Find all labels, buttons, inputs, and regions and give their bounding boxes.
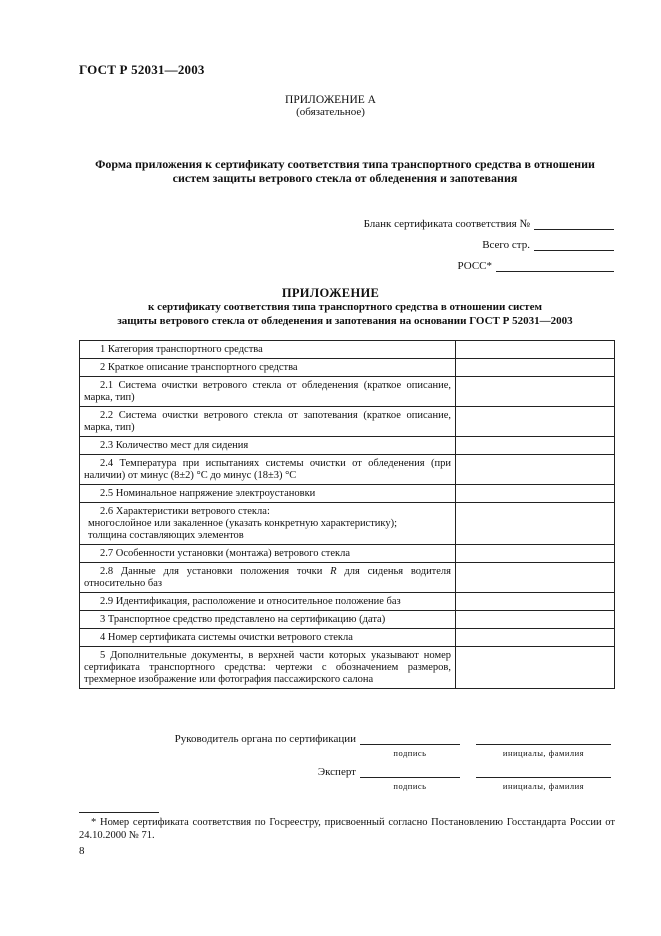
row-value-cell[interactable] <box>456 545 615 563</box>
row-value-cell[interactable] <box>456 593 615 611</box>
row-text-extra: толщина составляющих элементов <box>88 530 244 541</box>
table-row <box>80 407 615 437</box>
caption-name: инициалы, фамилия <box>502 781 585 791</box>
signature-expert-signature-line[interactable] <box>360 767 460 778</box>
row-text: 2 Краткое описание транспортного средства <box>100 362 298 373</box>
table-row <box>80 629 615 647</box>
row-value-cell[interactable] <box>456 437 615 455</box>
table-row <box>80 359 615 377</box>
row-label <box>80 341 456 359</box>
row-label <box>80 545 456 563</box>
row-text: 2.3 Количество мест для сидения <box>100 440 249 451</box>
row-value-cell[interactable] <box>456 359 615 377</box>
appendix-status: (обязательное) <box>296 106 365 118</box>
field-blank-number <box>300 209 614 230</box>
field-total-pages-line[interactable] <box>534 240 614 251</box>
table-row <box>80 647 615 689</box>
row-label <box>80 563 456 593</box>
caption-signature: подпись <box>393 781 427 791</box>
signature-expert-row <box>150 766 615 778</box>
field-blank-number-line[interactable] <box>534 219 614 230</box>
row-value-cell[interactable] <box>456 407 615 437</box>
row-text: 2.7 Особенности установки (монтажа) ветрового стекла <box>100 548 350 559</box>
row-label <box>80 503 456 545</box>
signature-expert <box>150 766 615 791</box>
annex-subtitle-line-2: защиты ветрового стекла от обледенения и запотевания на основании ГОСТ Р 52031—2003 <box>117 315 573 327</box>
appendix-title: ПРИЛОЖЕНИЕ А <box>285 94 376 106</box>
table-row <box>80 545 615 563</box>
field-blank-number-label: Бланк сертификата соответствия № <box>363 218 530 230</box>
table-row <box>80 485 615 503</box>
row-value-cell[interactable] <box>456 341 615 359</box>
row-text: 2.9 Идентификация, расположение и относительное положение баз <box>100 596 401 607</box>
signature-expert-name-line[interactable] <box>476 767 611 778</box>
form-title <box>80 157 610 185</box>
field-ross <box>300 251 614 272</box>
row-value-cell[interactable] <box>456 629 615 647</box>
document-code-header: ГОСТ Р 52031—2003 <box>79 62 205 77</box>
form-title-line-2: систем защиты ветрового стекла от обледенения и запотевания <box>172 171 518 185</box>
row-value-cell[interactable] <box>456 611 615 629</box>
row-text: 1 Категория транспортного средства <box>100 344 263 355</box>
row-value-cell[interactable] <box>456 647 615 689</box>
row-label <box>80 455 456 485</box>
row-text-extra: многослойное или закаленное (указать конкретную характеристику); <box>88 518 398 529</box>
certificate-table <box>79 340 615 689</box>
field-total-pages-label: Всего стр. <box>482 239 530 251</box>
row-label <box>80 611 456 629</box>
signature-head-name-line[interactable] <box>476 734 611 745</box>
row-value-cell[interactable] <box>456 485 615 503</box>
row-text: для сиденья водителя относительно баз <box>84 566 452 589</box>
table-row <box>80 611 615 629</box>
table-row <box>80 563 615 593</box>
footnote: * Номер сертификата соответствия по Госреестру, присвоенный согласно Постановлению Госстандарта России от 24.10.2000 № 71. <box>79 817 615 841</box>
signature-head <box>150 733 615 758</box>
row-text: 5 Дополнительные документы, в верхней части которых указывают номер сертификата транспортного средства: чертежи с обозначением размеров, трехмерное изображение или фотография пассажирского салона <box>84 650 451 685</box>
caption-signature: подпись <box>393 748 427 758</box>
row-text: 2.2 Система очистки ветрового стекла от запотевания (краткое описание, марка, тип) <box>84 410 451 433</box>
signature-head-label: Руководитель органа по сертификации <box>174 733 356 745</box>
table-row <box>80 377 615 407</box>
table-row <box>80 593 615 611</box>
row-label <box>80 359 456 377</box>
field-ross-line[interactable] <box>496 261 614 272</box>
form-title-line-1: Форма приложения к сертификату соответствия типа транспортного средства в отношении <box>95 157 595 171</box>
signature-expert-label: Эксперт <box>317 766 356 778</box>
caption-name: инициалы, фамилия <box>502 748 585 758</box>
signature-expert-captions <box>150 781 615 791</box>
row-text: 2.5 Номинальное напряжение электроустановки <box>100 488 316 499</box>
certificate-fields <box>300 209 614 272</box>
page-number: 8 <box>79 845 85 857</box>
field-total-pages <box>300 230 614 251</box>
row-text: 2.4 Температура при испытаниях системы очистки от обледенения (при наличии) от минус (8±2) °С до минус (18±3) °С <box>84 458 451 481</box>
row-value-cell[interactable] <box>456 455 615 485</box>
row-text: 2.1 Система очистки ветрового стекла от обледенения (краткое описание, марка, тип) <box>84 380 451 403</box>
row-label <box>80 377 456 407</box>
point-r-variable: R <box>330 566 337 577</box>
table-row <box>80 437 615 455</box>
row-text: 3 Транспортное средство представлено на сертификацию (дата) <box>100 614 386 625</box>
footnote-divider <box>79 812 159 813</box>
row-text: 4 Номер сертификата системы очистки ветрового стекла <box>100 632 353 643</box>
field-ross-label: РОСС* <box>457 260 492 272</box>
row-label <box>80 437 456 455</box>
table-row <box>80 455 615 485</box>
annex-subtitle-line-1: к сертификату соответствия типа транспортного средства в отношении систем <box>148 301 542 313</box>
row-value-cell[interactable] <box>456 563 615 593</box>
signature-head-row <box>150 733 615 745</box>
signature-head-captions <box>150 748 615 758</box>
row-value-cell[interactable] <box>456 503 615 545</box>
row-value-cell[interactable] <box>456 377 615 407</box>
signature-head-signature-line[interactable] <box>360 734 460 745</box>
row-label <box>80 647 456 689</box>
annex-title: ПРИЛОЖЕНИЕ <box>281 286 380 300</box>
row-label <box>80 485 456 503</box>
row-label <box>80 629 456 647</box>
table-row <box>80 503 615 545</box>
table-row <box>80 341 615 359</box>
row-label <box>80 593 456 611</box>
annex-subtitle <box>80 300 610 328</box>
row-text: 2.6 Характеристики ветрового стекла: <box>100 506 270 517</box>
row-label <box>80 407 456 437</box>
row-text: 2.8 Данные для установки положения точки <box>100 566 331 577</box>
